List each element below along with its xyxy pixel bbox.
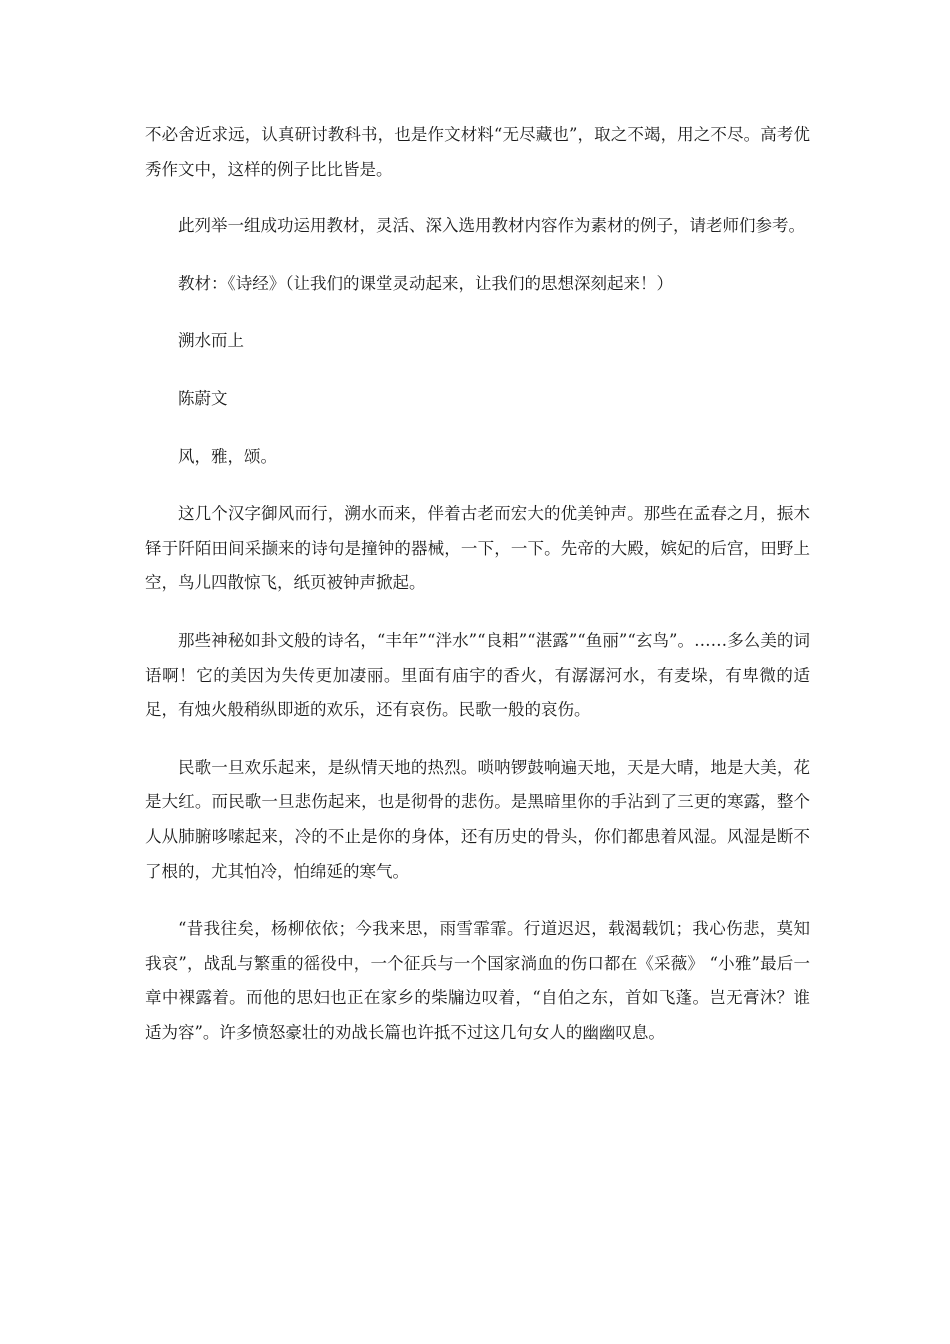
paragraph-intro: 不必舍近求远，认真研讨教科书，也是作文材料“无尽藏也”，取之不竭，用之不尽。高考优秀作文中，这样的例子比比皆是。 — [145, 125, 810, 179]
paragraph-note: 此列举一组成功运用教材，灵活、深入选用教材内容作为素材的例子，请老师们参考。 — [178, 216, 805, 236]
essay-title: 溯水而上 — [178, 331, 244, 351]
essay-paragraph: 风，雅，颂。 — [178, 446, 277, 466]
essay-paragraph: 民歌一旦欢乐起来，是纵情天地的热烈。唢呐锣鼓响遍天地，天是大晴，地是大美，花是大红。而民歌一旦悲伤起来，也是彻骨的悲伤。是黑暗里你的手沾到了三更的寒露，整个人从肺腑哆嗦起来，冷的不止是你的身体，还有历史的骨头，你们都患着风湿。风湿是断不了根的，尤其怕冷，怕绵延的寒气。 — [145, 757, 810, 881]
textbook-heading: 教材：《诗经》（让我们的课堂灵动起来，让我们的思想深刻起来！） — [178, 273, 673, 293]
essay-paragraph: 那些神秘如卦文般的诗名，“丰年”“泮水”“良耜”“湛露”“鱼丽”“玄鸟”。……多么美的词语啊！它的美因为失传更加凄丽。里面有庙宇的香火，有潺潺河水，有麦垛，有卑微的适足，有烛火般稍纵即逝的欢乐，还有哀伤。民歌一般的哀伤。 — [145, 630, 810, 720]
essay-author: 陈蔚文 — [178, 388, 228, 408]
essay-paragraph: “昔我往矣，杨柳依依；今我来思，雨雪霏霏。行道迟迟，载渴载饥；我心伤悲，莫知我哀”，战乱与繁重的徭役中，一个征兵与一个国家淌血的伤口都在《采薇》 “小雅”最后一章中裸露着。而他的思妇也正在家乡的柴牖边叹着，“自伯之东，首如飞蓬。岂无膏沐？谁适为容”。许多愤怒豪壮的劝战长篇也许抵不过这几句女人的幽幽叹息。 — [145, 919, 810, 1042]
document-page — [145, 118, 810, 1050]
essay-paragraph: 这几个汉字御风而行，溯水而来，伴着古老而宏大的优美钟声。那些在孟春之月，振木铎于阡陌田间采撷来的诗句是撞钟的器械，一下，一下。先帝的大殿，嫔妃的后宫，田野上空，鸟儿四散惊飞，纸页被钟声掀起。 — [145, 504, 810, 593]
